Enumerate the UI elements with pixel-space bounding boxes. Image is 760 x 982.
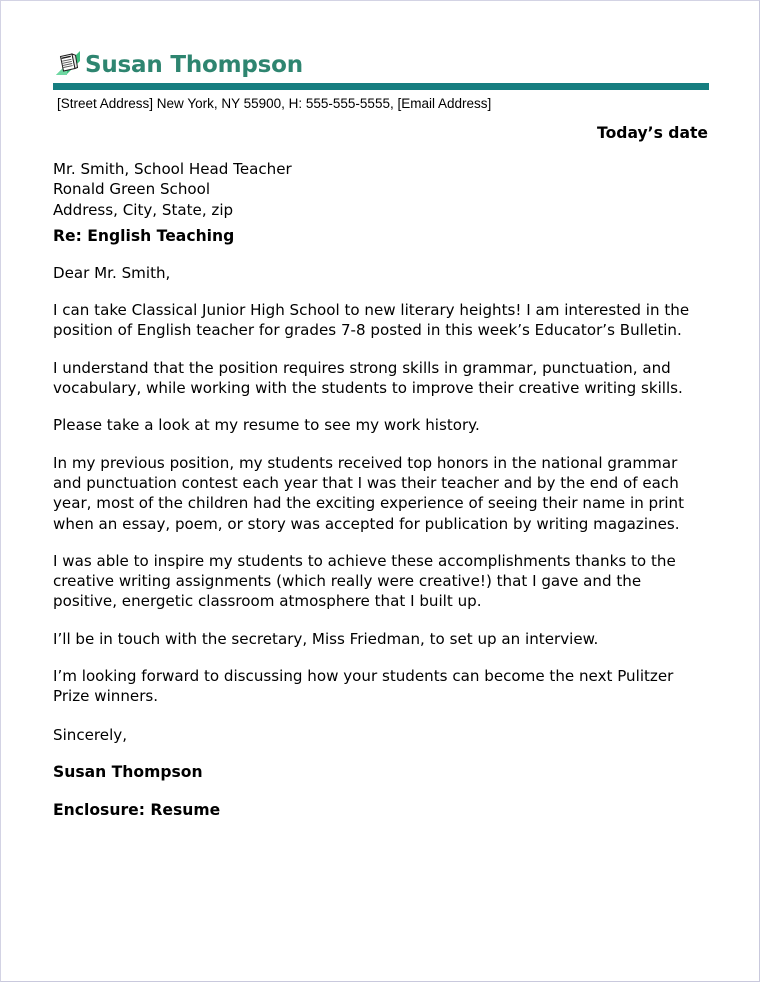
recipient-address-block — [53, 159, 709, 220]
contact-info-line: [Street Address] New York, NY 55900, H: 555-555-5555, [Email Address] — [57, 96, 492, 111]
sender-name: Susan Thompson — [85, 52, 303, 78]
body-paragraph-1: I can take Classical Junior High School to new literary heights! I am interested in the position of English teacher for grades 7-8 posted in this week’s Educator’s Bulletin. — [53, 301, 690, 340]
enclosure-note: Enclosure: Resume — [53, 801, 221, 820]
body-paragraph-6: I’ll be in touch with the secretary, Miss Friedman, to set up an interview. — [53, 629, 599, 648]
letter-body — [53, 123, 709, 821]
body-paragraph-4: In my previous position, my students received top honors in the national grammar and punctuation contest each year that I was their teacher and by the end of each year, most of the children had the exciting experience of seeing their name in print when an essay, poem, or story was accepted for publication by writing magazines. — [53, 453, 685, 533]
letter-date: Today’s date — [597, 124, 708, 142]
page-content — [1, 1, 759, 981]
sign-off: Sincerely, — [53, 725, 128, 744]
letterhead-rule — [53, 83, 709, 90]
body-paragraph-3: Please take a look at my resume to see my work history. — [53, 416, 480, 435]
subject-line: Re: English Teaching — [53, 226, 235, 245]
newspaper-icon — [53, 48, 83, 78]
signature-name: Susan Thompson — [53, 762, 203, 781]
letterhead-row — [53, 45, 709, 79]
recipient-line-2: Ronald Green School — [53, 180, 211, 199]
body-paragraph-5: I was able to inspire my students to achieve these accomplishments thanks to the creative writing assignments (which really were creative!) that I gave and the positive, energetic classroom atmosphere that I built up. — [53, 551, 676, 611]
body-paragraph-7: I’m looking forward to discussing how your students can become the next Pulitzer Prize winners. — [53, 667, 674, 706]
salutation: Dear Mr. Smith, — [53, 263, 171, 282]
recipient-line-3: Address, City, State, zip — [53, 200, 234, 219]
body-paragraph-2: I understand that the position requires strong skills in grammar, punctuation, and vocabulary, while working with the students to improve their creative writing skills. — [53, 358, 683, 398]
recipient-line-1: Mr. Smith, School Head Teacher — [53, 160, 292, 178]
letterhead — [53, 45, 709, 112]
